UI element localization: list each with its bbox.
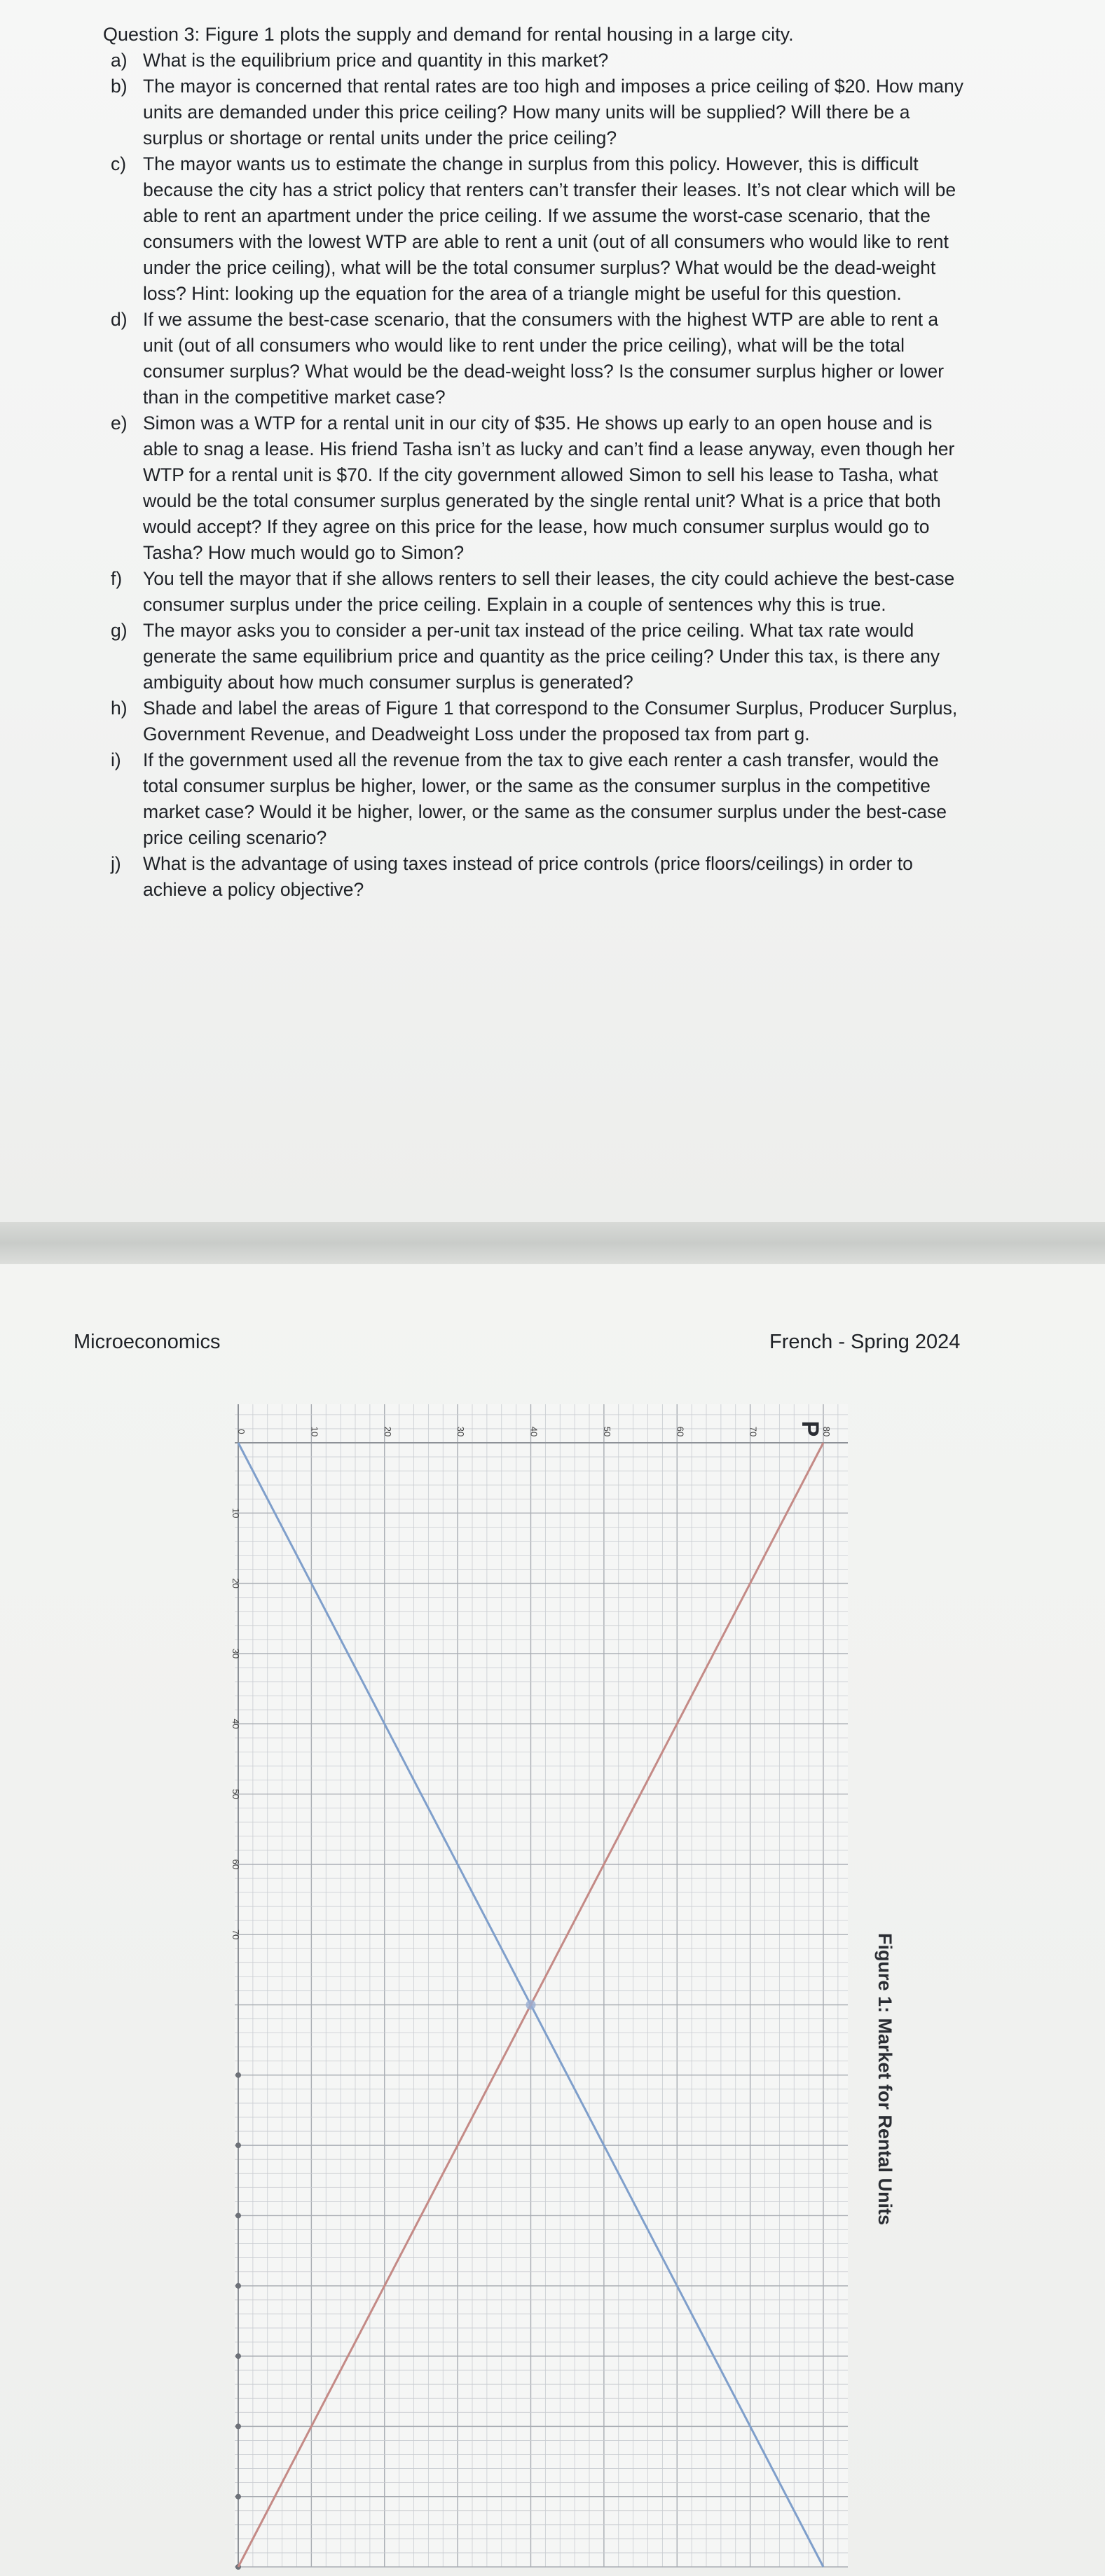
question-part-letter: i) — [111, 749, 121, 770]
question-part-letter: d) — [111, 309, 128, 330]
question-part-text: The mayor wants us to estimate the change in surplus from this policy. However, this is difficult because the city has a strict policy that renters can’t transfer their leases. It’s not clear which will be able to rent an apartment under the price ceiling. If we assume the worst-case scenario, that the consumers with the lowest WTP are able to rent a unit (out of all consumers who would like to rent under the price ceiling), what will be the total consumer surplus? What would be the dead-weight loss? Hint: looking up the equation for the area of a triangle might be useful for this question. — [143, 153, 956, 304]
quantity-tick-dot — [235, 2283, 241, 2289]
price-tick-label: 50 — [601, 1426, 612, 1437]
quantity-tick-dot — [235, 2353, 241, 2359]
quantity-tick-label: 20 — [231, 1578, 241, 1588]
quantity-tick-label: 70 — [231, 1929, 241, 1940]
question-part-text: The mayor asks you to consider a per-unit tax instead of the price ceiling. What tax rate would generate the same equilibrium price and quantity as the price ceiling? Under this tax, is there any ambiguity about how much consumer surplus is generated? — [143, 620, 940, 693]
question-part — [83, 74, 966, 151]
question-part-letter: b) — [111, 76, 128, 97]
question-part-text: If we assume the best-case scenario, that the consumers with the highest WTP are able to rent a unit (out of all consumers who would like to rent under the price ceiling), what will be the total consumer surplus? What would be the dead-weight loss? Is the consumer surplus higher or lower than in the competitive market case? — [143, 309, 945, 408]
page-divider — [0, 1222, 1105, 1264]
question-part — [83, 307, 966, 410]
question-parts-list — [83, 48, 966, 903]
price-tick-label: 80 — [821, 1426, 832, 1437]
price-tick-label: 10 — [309, 1426, 320, 1437]
price-tick-label: 0 — [236, 1429, 247, 1434]
question-part-letter: h) — [111, 698, 128, 719]
question-part-text: You tell the mayor that if she allows renters to sell their leases, the city could achieve the best-case consumer surplus under the price ceiling. Explain in a couple of sentences why this is true. — [143, 568, 955, 615]
price-tick-label: 30 — [455, 1426, 467, 1437]
question-part — [83, 151, 966, 307]
figure-1-chart — [196, 1383, 862, 2574]
question-part — [83, 410, 966, 566]
quantity-tick-dot — [235, 2142, 241, 2148]
course-header: Microeconomics — [74, 1331, 221, 1353]
question-part-text: Shade and label the areas of Figure 1 that correspond to the Consumer Surplus, Producer Surplus, Government Revenue, and Deadweight Loss under the proposed tax from part g. — [143, 698, 958, 745]
question-part — [83, 747, 966, 851]
question-part-text: What is the equilibrium price and quantity in this market? — [143, 50, 609, 71]
quantity-tick-label: 40 — [231, 1719, 241, 1729]
question-part — [83, 695, 966, 747]
question-part-letter: f) — [111, 568, 123, 589]
price-tick-label: 40 — [528, 1426, 540, 1437]
price-tick-label: 70 — [748, 1426, 759, 1437]
quantity-tick-label: 60 — [231, 1859, 241, 1870]
question-part-letter: j) — [111, 853, 121, 874]
quantity-tick-label: 50 — [231, 1789, 241, 1799]
price-tick-label: 60 — [675, 1426, 686, 1437]
question-part — [83, 48, 966, 74]
question-part — [83, 566, 966, 618]
quantity-tick-dot — [235, 2213, 241, 2218]
equilibrium-point — [526, 2000, 536, 2010]
term-header: French - Spring 2024 — [769, 1331, 961, 1353]
question-part-text: What is the advantage of using taxes instead of price controls (price floors/ceilings) in order to achieve a policy objective? — [143, 853, 913, 900]
quantity-tick-dot — [235, 2072, 241, 2078]
price-axis-label: P — [797, 1420, 823, 1437]
question-part-letter: c) — [111, 153, 127, 174]
question-part-letter: g) — [111, 620, 128, 641]
question-part-text: The mayor is concerned that rental rates are too high and imposes a price ceiling of $20. How many units are demanded under this price ceiling? How many units will be supplied? Will there be a surplus or shortage or rental units under the price ceiling? — [143, 76, 964, 148]
figure-caption: Figure 1: Market for Rental Units — [874, 1933, 895, 2226]
question-part-text: Simon was a WTP for a rental unit in our city of $35. He shows up early to an open house and is able to snag a lease. His friend Tasha isn’t as lucky and can’t find a lease anyway, even though her WTP for a rental unit is $70. If the city government allowed Simon to sell his lease to Tasha, what would be the total consumer surplus generated by the single rental unit? What is a price that both would accept? If they agree on this price for the lease, how much consumer surplus would go to Tasha? How much would go to Simon? — [143, 413, 955, 563]
question-part — [83, 618, 966, 695]
quantity-tick-dot — [235, 2494, 241, 2500]
quantity-tick-label: 10 — [231, 1508, 241, 1518]
question-part-letter: e) — [111, 413, 128, 434]
question-part-letter: a) — [111, 50, 128, 71]
price-tick-label: 20 — [382, 1426, 393, 1437]
quantity-tick-dot — [235, 2423, 241, 2429]
question-part-text: If the government used all the revenue from the tax to give each renter a cash transfer, would the total consumer surplus be higher, lower, or the same as the consumer surplus in the competitive market case? Would it be higher, lower, or the same as the consumer surplus under the best-case price ceiling scenario? — [143, 749, 947, 848]
question-page — [0, 0, 1105, 1222]
question-intro: Question 3: Figure 1 plots the supply and demand for rental housing in a large city. — [103, 24, 794, 45]
quantity-tick-label: 30 — [231, 1648, 241, 1659]
question-part — [83, 851, 966, 903]
